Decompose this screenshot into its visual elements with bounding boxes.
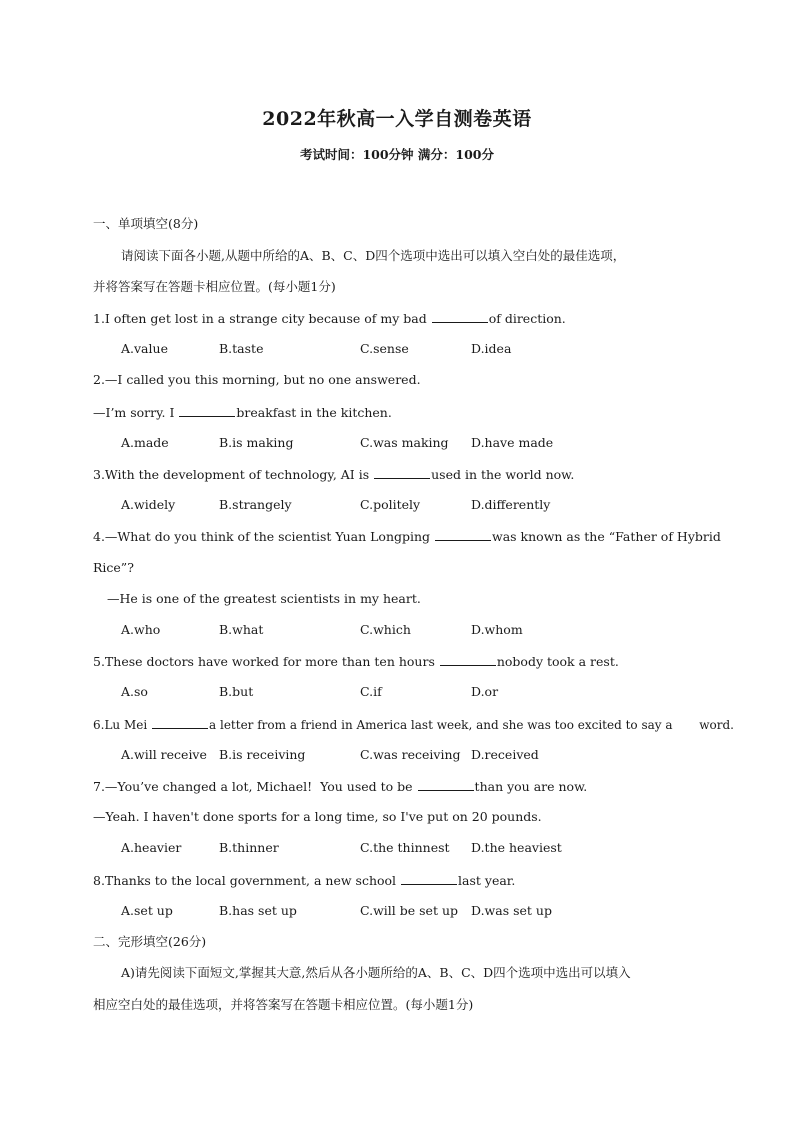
q3-option-d: D.differently bbox=[471, 497, 551, 512]
answer-blank bbox=[401, 874, 457, 885]
answer-blank bbox=[152, 718, 208, 729]
q1-option-a: A.value bbox=[121, 341, 168, 356]
section2-heading: 二、完形填空(26分) bbox=[93, 934, 207, 949]
section1-instruction-1: 请阅读下面各小题,从题中所给的A、B、C、D四个选项中选出可以填入空白处的最佳选项， bbox=[121, 248, 626, 263]
question-7-line2: —Yeah. I haven't done sports for a long time, so I've put on 20 pounds. bbox=[93, 809, 542, 824]
q6-option-c: C.was receiving bbox=[360, 747, 461, 762]
question-6-stem: 6.Lu Mei a letter from a friend in America last week, and she was too excited to say a word. bbox=[93, 718, 734, 732]
q4-option-a: A.who bbox=[121, 622, 161, 637]
q4-option-d: D.whom bbox=[471, 622, 523, 637]
q6-option-a: A.will receive bbox=[121, 747, 207, 762]
q2-option-a: A.made bbox=[121, 435, 169, 450]
q5-option-b: B.but bbox=[219, 684, 254, 699]
q5-option-d: D.or bbox=[471, 684, 499, 699]
section1-instruction-2: 并将答案写在答题卡相应位置。(每小题1分) bbox=[93, 279, 336, 294]
q7-option-a: A.heavier bbox=[121, 840, 182, 855]
q3-option-c: C.politely bbox=[360, 497, 421, 512]
q1-option-d: D.idea bbox=[471, 341, 512, 356]
section2-instruction-1: A)请先阅读下面短文,掌握其大意,然后从各小题所给的A、B、C、D四个选项中选出可以填入 bbox=[121, 965, 631, 980]
q7-option-d: D.the heaviest bbox=[471, 840, 562, 855]
answer-blank bbox=[179, 406, 235, 417]
question-4-line2: Rice”? bbox=[93, 560, 134, 575]
q8-option-a: A.set up bbox=[121, 903, 173, 918]
question-2-stem: —I’m sorry. I breakfast in the kitchen. bbox=[93, 405, 392, 420]
question-3-stem: 3.With the development of technology, AI is used in the world now. bbox=[93, 467, 575, 482]
question-4-stem: 4.—What do you think of the scientist Yuan Longping was known as the “Father of Hybrid bbox=[93, 529, 721, 544]
answer-blank bbox=[432, 312, 488, 323]
q1-option-c: C.sense bbox=[360, 341, 409, 356]
q5-option-a: A.so bbox=[121, 684, 148, 699]
q8-option-d: D.was set up bbox=[471, 903, 552, 918]
q7-option-c: C.the thinnest bbox=[360, 840, 450, 855]
answer-blank bbox=[374, 468, 430, 479]
q2-option-c: C.was making bbox=[360, 435, 449, 450]
q5-option-c: C.if bbox=[360, 684, 382, 699]
q2-option-b: B.is making bbox=[219, 435, 294, 450]
answer-blank bbox=[418, 780, 474, 791]
question-5-stem: 5.These doctors have worked for more than ten hours nobody took a rest. bbox=[93, 654, 619, 669]
q8-option-b: B.has set up bbox=[219, 903, 297, 918]
q2-option-d: D.have made bbox=[471, 435, 554, 450]
question-4-line3: —He is one of the greatest scientists in my heart. bbox=[107, 591, 421, 606]
q1-option-b: B.taste bbox=[219, 341, 264, 356]
q6-option-b: B.is receiving bbox=[219, 747, 306, 762]
q3-option-a: A.widely bbox=[121, 497, 176, 512]
section2-instruction-2: 相应空白处的最佳选项，并将答案写在答题卡相应位置。(每小题1分) bbox=[93, 997, 474, 1012]
q8-option-c: C.will be set up bbox=[360, 903, 458, 918]
section1-heading: 一、单项填空(8分) bbox=[93, 216, 199, 231]
question-7-stem: 7.—You’ve changed a lot, Michael! You used to be than you are now. bbox=[93, 779, 588, 794]
q4-option-c: C.which bbox=[360, 622, 411, 637]
q6-option-d: D.received bbox=[471, 747, 539, 762]
question-2-line1: 2.—I called you this morning, but no one answered. bbox=[93, 372, 421, 387]
question-8-stem: 8.Thanks to the local government, a new school last year. bbox=[93, 873, 516, 888]
answer-blank bbox=[435, 530, 491, 541]
question-1-stem: 1.I often get lost in a strange city because of my bad of direction. bbox=[93, 311, 566, 326]
exam-title: 2022年秋高一入学自测卷英语 bbox=[262, 108, 532, 130]
answer-blank bbox=[440, 655, 496, 666]
q4-option-b: B.what bbox=[219, 622, 264, 637]
q7-option-b: B.thinner bbox=[219, 840, 279, 855]
exam-subtitle: 考试时间：100分钟 满分：100分 bbox=[299, 147, 495, 162]
q3-option-b: B.strangely bbox=[219, 497, 292, 512]
